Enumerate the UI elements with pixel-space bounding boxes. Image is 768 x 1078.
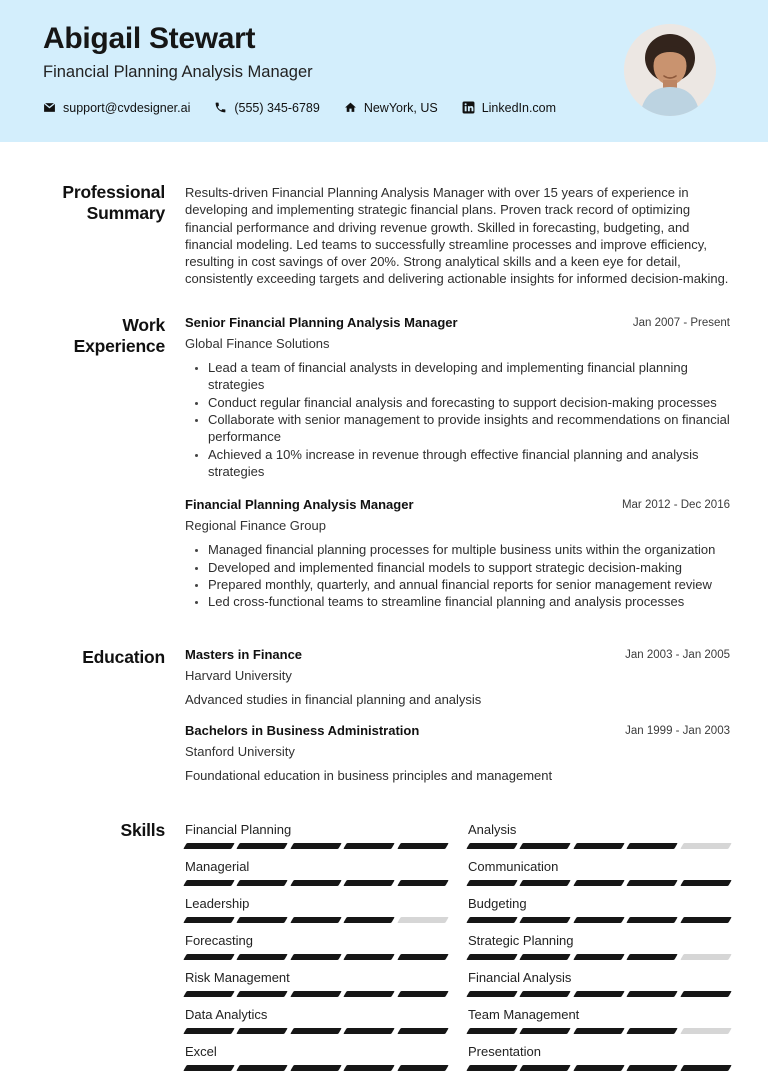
skill-level-bar: [185, 954, 447, 960]
skill-segment-filled: [183, 991, 235, 997]
skill-segment-filled: [466, 843, 518, 849]
skill-segment-filled: [626, 991, 678, 997]
skill-item: [468, 970, 730, 997]
skill-label: Managerial: [185, 859, 250, 875]
job-bullet: • Conduct regular financial analysis and forecasting to support decision-making processes: [208, 394, 730, 411]
skill-segment-filled: [626, 843, 678, 849]
job-title: Financial Planning Analysis Manager: [185, 497, 414, 513]
contact-phone[interactable]: [214, 101, 319, 115]
skill-label: Strategic Planning: [468, 933, 574, 949]
education-degree: Bachelors in Business Administration: [185, 722, 420, 738]
skill-segment-filled: [397, 954, 449, 960]
section-heading-education: Education: [82, 646, 165, 667]
job-entry: [185, 497, 730, 610]
skill-segment-filled: [290, 991, 342, 997]
section-heading-experience: Work Experience: [73, 314, 165, 356]
skill-item: [185, 933, 447, 960]
education-school: Harvard University: [185, 667, 292, 683]
skill-segment-filled: [290, 880, 342, 886]
skill-segment-filled: [520, 917, 572, 923]
contact-linkedin[interactable]: [462, 101, 556, 115]
skill-item: [185, 859, 447, 886]
skill-segment-filled: [520, 954, 572, 960]
skill-segment-filled: [343, 991, 395, 997]
skill-label: Budgeting: [468, 896, 527, 912]
skill-label: Team Management: [468, 1007, 580, 1023]
skill-segment-filled: [466, 954, 518, 960]
section-education: [40, 647, 730, 784]
candidate-name: Abigail Stewart: [43, 22, 256, 55]
skill-segment-filled: [237, 1065, 289, 1071]
skill-segment-empty: [680, 954, 732, 960]
job-bullet: • Lead a team of financial analysts in developing and implementing financial planning strategies: [208, 359, 730, 394]
skill-level-bar: [185, 1065, 447, 1071]
skill-segment-filled: [680, 880, 732, 886]
skill-segment-filled: [343, 917, 395, 923]
skill-item: [468, 933, 730, 960]
job-title: Senior Financial Planning Analysis Manager: [185, 314, 458, 330]
skill-segment-filled: [343, 1065, 395, 1071]
summary-text: Results-driven Financial Planning Analysis Manager with over 15 years of experience in developing and implementing strategic financial plans. Proven track record of optimizing financial performance and driving revenue growth. Skilled in forecasting, budgeting, and financial modeling. Led teams to successfully streamline processes and improve efficiency, resulting in cost savings of over 20%. Strong analytical skills and a keen eye for detail, consistently exceeding targets and delivering actionable insights for informed decision-making.: [185, 185, 729, 287]
skill-segment-filled: [466, 880, 518, 886]
job-entry: [185, 315, 730, 480]
skill-segment-filled: [290, 917, 342, 923]
education-degree: Masters in Finance: [185, 646, 303, 662]
skill-label: Analysis: [468, 822, 517, 838]
skill-item: [185, 970, 447, 997]
skill-segment-filled: [183, 954, 235, 960]
skill-segment-filled: [290, 1065, 342, 1071]
skill-label: Leadership: [185, 896, 250, 912]
section-heading-summary: Professional Summary: [62, 182, 165, 223]
skill-segment-filled: [183, 1065, 235, 1071]
skill-item: [468, 859, 730, 886]
resume-header: [0, 0, 768, 142]
education-description: Foundational education in business principles and management: [185, 768, 553, 784]
skill-segment-filled: [520, 1028, 572, 1034]
skill-segment-filled: [466, 991, 518, 997]
section-skills: [40, 820, 730, 1078]
skill-segment-filled: [290, 954, 342, 960]
skill-label: Communication: [468, 859, 559, 875]
contact-email-text: support@cvdesigner.ai: [63, 100, 191, 115]
section-heading-skills: Skills: [120, 820, 165, 841]
skill-segment-filled: [183, 880, 235, 886]
skill-segment-filled: [573, 991, 625, 997]
skill-segment-filled: [573, 880, 625, 886]
skill-segment-filled: [290, 843, 342, 849]
contact-phone-text: (555) 345-6789: [234, 100, 320, 115]
skill-segment-filled: [466, 1028, 518, 1034]
email-icon: [43, 101, 56, 114]
education-entry: [185, 723, 730, 783]
skill-item: [185, 896, 447, 923]
job-company: Regional Finance Group: [185, 518, 326, 534]
skill-level-bar: [185, 917, 447, 923]
education-dates: Jan 1999 - Jan 2003: [625, 724, 730, 737]
skill-label: Presentation: [468, 1044, 541, 1060]
skill-segment-filled: [397, 880, 449, 886]
skill-segment-filled: [237, 917, 289, 923]
skill-segment-filled: [397, 991, 449, 997]
skill-segment-filled: [237, 843, 289, 849]
skill-segment-filled: [183, 1028, 235, 1034]
skill-level-bar: [185, 880, 447, 886]
job-company: Global Finance Solutions: [185, 336, 330, 352]
skill-item: [468, 896, 730, 923]
education-entry: [185, 647, 730, 707]
skill-label: Financial Planning: [185, 822, 292, 838]
skill-segment-filled: [290, 1028, 342, 1034]
job-dates: Mar 2012 - Dec 2016: [621, 499, 730, 512]
contact-location-text: NewYork, US: [363, 100, 438, 115]
skill-segment-filled: [183, 917, 235, 923]
skill-segment-filled: [343, 954, 395, 960]
skill-level-bar: [185, 843, 447, 849]
skill-segment-filled: [573, 1065, 625, 1071]
skill-label: Forecasting: [185, 933, 253, 949]
skill-segment-filled: [520, 1065, 572, 1071]
skill-level-bar: [185, 1028, 447, 1034]
avatar-illustration: [624, 24, 716, 116]
skill-segment-filled: [680, 991, 732, 997]
skill-item: [185, 822, 447, 849]
job-bullet: • Developed and implemented financial models to support strategic decision-making: [208, 559, 730, 576]
section-professional-summary: [40, 182, 730, 288]
skill-item: [185, 1007, 447, 1034]
skill-segment-filled: [626, 917, 678, 923]
job-bullet: • Led cross-functional teams to streamline financial planning and analysis processes: [208, 593, 730, 610]
skill-segment-filled: [573, 954, 625, 960]
skills-grid: [185, 822, 730, 1078]
skill-segment-filled: [626, 954, 678, 960]
home-icon: [344, 101, 357, 114]
skill-segment-filled: [237, 880, 289, 886]
skill-item: [468, 1007, 730, 1034]
skill-item: [468, 822, 730, 849]
linkedin-icon: [462, 101, 475, 114]
skill-segment-filled: [397, 1028, 449, 1034]
job-bullet: • Collaborate with senior management to provide insights and recommendations on financial performance: [208, 411, 730, 446]
skill-segment-filled: [573, 917, 625, 923]
skill-segment-filled: [237, 954, 289, 960]
skill-segment-filled: [626, 880, 678, 886]
skill-segment-empty: [397, 917, 449, 923]
job-bullet-list: [185, 541, 730, 610]
skill-segment-filled: [626, 1065, 678, 1071]
skill-level-bar: [468, 991, 730, 997]
skill-segment-filled: [573, 1028, 625, 1034]
skill-level-bar: [468, 843, 730, 849]
skill-level-bar: [468, 917, 730, 923]
skill-level-bar: [468, 1065, 730, 1071]
skill-level-bar: [468, 880, 730, 886]
job-bullet: • Prepared monthly, quarterly, and annual financial reports for senior management review: [208, 576, 730, 593]
contact-location: [344, 101, 438, 115]
skill-segment-filled: [343, 880, 395, 886]
skill-level-bar: [185, 991, 447, 997]
skill-segment-empty: [680, 843, 732, 849]
contact-linkedin-text: LinkedIn.com: [481, 100, 557, 115]
skill-segment-filled: [573, 843, 625, 849]
job-bullet: • Managed financial planning processes for multiple business units within the organization: [208, 541, 730, 558]
skill-segment-filled: [520, 880, 572, 886]
skill-segment-filled: [626, 1028, 678, 1034]
skill-segment-filled: [237, 991, 289, 997]
contact-email[interactable]: [43, 101, 190, 115]
skill-level-bar: [468, 954, 730, 960]
skill-segment-filled: [397, 1065, 449, 1071]
skill-segment-filled: [520, 843, 572, 849]
skill-segment-filled: [680, 1065, 732, 1071]
skill-segment-filled: [520, 991, 572, 997]
skill-segment-filled: [466, 917, 518, 923]
job-bullet: • Achieved a 10% increase in revenue through effective financial planning and analysis strategies: [208, 446, 730, 481]
skill-segment-filled: [237, 1028, 289, 1034]
education-school: Stanford University: [185, 744, 295, 760]
skill-segment-filled: [397, 843, 449, 849]
skill-segment-empty: [680, 1028, 732, 1034]
skill-label: Risk Management: [185, 970, 290, 986]
education-description: Advanced studies in financial planning and analysis: [185, 691, 482, 707]
skill-segment-filled: [680, 917, 732, 923]
skill-label: Data Analytics: [185, 1007, 268, 1023]
candidate-title: Financial Planning Analysis Manager: [43, 62, 313, 81]
skill-label: Financial Analysis: [468, 970, 572, 986]
job-bullet-list: [185, 359, 730, 480]
skill-segment-filled: [466, 1065, 518, 1071]
resume-body: [0, 182, 768, 1078]
skill-segment-filled: [343, 843, 395, 849]
skill-segment-filled: [183, 843, 235, 849]
skill-label: Excel: [185, 1044, 217, 1060]
avatar: [624, 24, 716, 116]
phone-icon: [214, 101, 227, 114]
section-work-experience: [40, 315, 730, 611]
education-dates: Jan 2003 - Jan 2005: [625, 648, 730, 661]
skill-item: [468, 1044, 730, 1071]
skill-segment-filled: [343, 1028, 395, 1034]
job-dates: Jan 2007 - Present: [632, 316, 730, 329]
skill-level-bar: [468, 1028, 730, 1034]
skill-item: [185, 1044, 447, 1071]
